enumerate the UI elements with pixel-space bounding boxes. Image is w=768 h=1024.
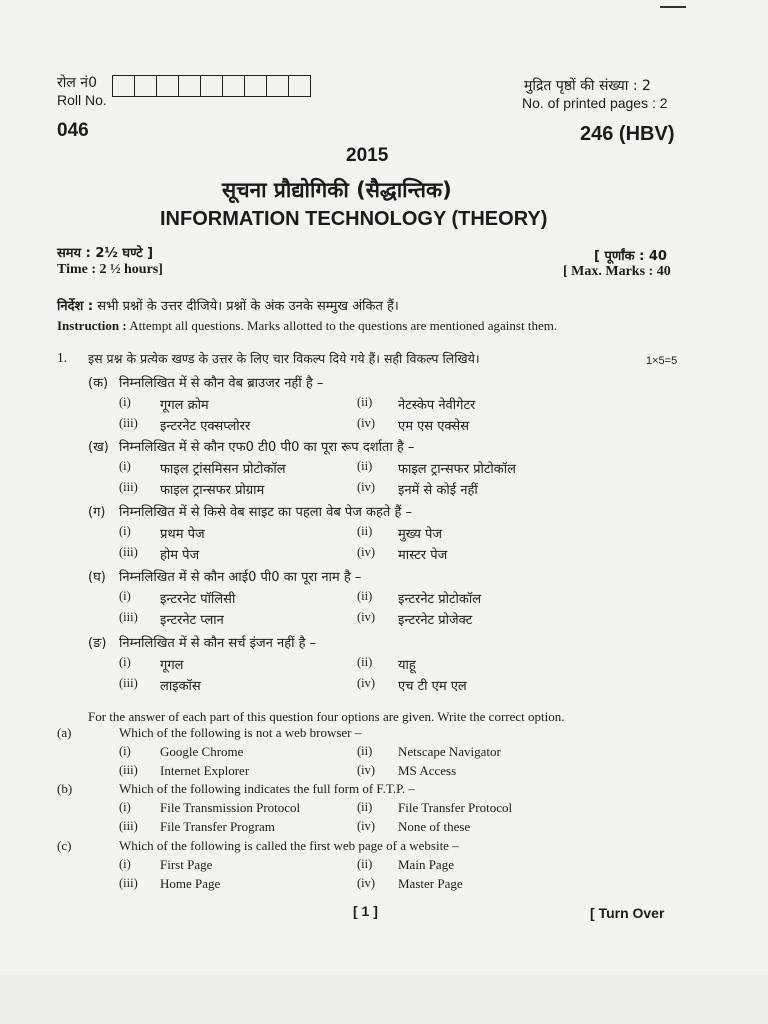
exam-year: 2015 [346,145,389,166]
printed-pages-hindi: मुद्रित पृष्ठों की संख्या : 2 [524,78,651,94]
option-text-hindi: एच टी एम एल [398,679,467,694]
part-label-english: (a) [57,725,72,740]
option-numeral: (i) [119,589,131,603]
option-text-hindi: फाइल ट्रान्सफर प्रोटोकॉल [398,462,516,477]
option-numeral: (iv) [357,545,376,559]
paper-code-left: 046 [57,120,89,141]
option-numeral: (iv) [357,819,376,833]
option-numeral: (ii) [357,800,373,814]
page-number: [ 1 ] [353,903,378,919]
option-numeral: (i) [119,524,131,538]
option-numeral: (ii) [357,655,373,669]
title-english: INFORMATION TECHNOLOGY (THEORY) [160,208,548,230]
option-numeral: (iii) [119,416,138,430]
option-text-english: None of these [398,819,471,834]
instruction-hindi-label: निर्देश : [57,299,94,314]
question-marks: 1×5=5 [646,355,678,367]
option-text-english: Google Chrome [160,744,244,759]
option-text-english: File Transfer Protocol [398,800,513,815]
option-numeral: (i) [119,655,131,669]
part-label-hindi: (ख) [88,440,109,455]
question-number: 1. [57,350,68,365]
part-question-hindi: निम्नलिखित में से कौन एफ0 टी0 पी0 का पूरा रूप दर्शाता है – [119,440,415,455]
option-numeral: (ii) [357,524,373,538]
part-label-hindi: (क) [88,376,109,391]
paper-code-right: 246 (HBV) [580,123,675,145]
option-numeral: (i) [119,395,131,409]
time-hindi: समय : 2½ घण्टे ] [57,246,154,261]
option-text-hindi: मास्टर पेज [398,548,448,563]
option-numeral: (ii) [357,857,373,871]
option-text-english: Master Page [398,876,463,891]
option-text-english: File Transfer Program [160,819,275,834]
part-label-english: (b) [57,781,73,796]
option-text-english: Main Page [398,857,454,872]
roll-number-boxes[interactable] [112,75,311,97]
option-text-english: MS Access [398,763,457,778]
option-text-english: Netscape Navigator [398,744,501,759]
option-numeral: (iii) [119,610,138,624]
option-numeral: (i) [119,459,131,473]
scan-mark [660,6,686,8]
option-numeral: (iv) [357,763,376,777]
part-question-hindi: निम्नलिखित में से कौन आई0 पी0 का पूरा नाम है – [119,570,362,585]
option-numeral: (iii) [119,819,138,833]
instruction-english-text: Attempt all questions. Marks allotted to the questions are mentioned against them. [129,318,558,333]
option-numeral: (iii) [119,676,138,690]
option-numeral: (iv) [357,610,376,624]
option-text-english: Internet Explorer [160,763,250,778]
part-question-english: Which of the following indicates the full form of F.T.P. – [119,781,415,796]
part-label-english: (c) [57,838,72,853]
question-intro-hindi: इस प्रश्न के प्रत्येक खण्ड के उत्तर के लिए चार विकल्प दिये गये हैं। सही विकल्प लिखिये। [88,351,480,366]
option-text-hindi: प्रथम पेज [160,527,205,542]
part-question-hindi: निम्नलिखित में से किसे वेब साइट का पहला वेब पेज कहते हैं – [119,505,413,520]
part-label-hindi: (ग) [88,505,106,520]
option-text-hindi: फाइल ट्रांसमिसन प्रोटोकॉल [160,462,286,477]
option-numeral: (iii) [119,876,138,890]
printed-pages-english: No. of printed pages : 2 [522,95,668,111]
question-intro-english: For the answer of each part of this question four options are given. Write the correct option. [88,709,565,724]
option-text-hindi: इनमें से कोई नहीं [398,483,478,498]
option-text-hindi: गूगल [160,658,184,673]
option-numeral: (iv) [357,480,376,494]
part-question-english: Which of the following is not a web browser – [119,725,362,740]
part-label-hindi: (ङ) [88,636,107,651]
option-text-hindi: मुख्य पेज [398,527,443,542]
marks-english: [ Max. Marks : 40 [563,264,671,279]
option-numeral: (ii) [357,744,373,758]
option-numeral: (iv) [357,676,376,690]
option-numeral: (i) [119,744,131,758]
option-text-hindi: इन्टरनेट प्लान [160,613,224,628]
option-text-hindi: नेटस्केप नेवीगेटर [398,398,476,413]
option-numeral: (i) [119,857,131,871]
option-text-english: First Page [160,857,213,872]
part-question-english: Which of the following is called the first web page of a website – [119,838,459,853]
instruction-hindi-text: सभी प्रश्नों के उत्तर दीजिये। प्रश्नों के अंक उनके सम्मुख अंकित हैं। [97,299,399,314]
part-question-hindi: निम्नलिखित में से कौन वेब ब्राउजर नहीं है – [119,376,324,391]
instruction-english-label: Instruction : [57,318,127,333]
time-english: Time : 2 ½ hours] [57,262,163,277]
part-question-hindi: निम्नलिखित में से कौन सर्च इंजन नहीं है – [119,636,317,651]
option-text-hindi: याहू [398,658,416,673]
option-numeral: (iv) [357,876,376,890]
roll-label-hindi: रोल नं0 [57,75,97,91]
option-numeral: (iii) [119,545,138,559]
turn-over-label: [ Turn Over [590,905,665,921]
option-text-hindi: गूगल क्रोम [160,398,209,413]
option-text-hindi: एम एस एक्सेस [398,419,469,434]
option-text-english: Home Page [160,876,221,891]
instruction-english [57,318,557,334]
option-numeral: (ii) [357,589,373,603]
marks-hindi: [ पूर्णांक : 40 [594,249,667,264]
option-numeral: (iii) [119,480,138,494]
option-text-english: File Transmission Protocol [160,800,301,815]
option-text-hindi: फाइल ट्रान्सफर प्रोग्राम [160,483,265,498]
instruction-hindi [57,296,399,314]
option-text-hindi: लाइकॉस [160,679,201,694]
option-numeral: (i) [119,800,131,814]
option-text-hindi: इन्टरनेट प्रोटोकॉल [398,592,482,607]
roll-label-english: Roll No. [57,92,107,108]
option-numeral: (iii) [119,763,138,777]
page-bottom-edge [0,975,768,1024]
title-hindi: सूचना प्रौद्योगिकी (सैद्धान्तिक) [222,178,452,202]
option-text-hindi: होम पेज [160,548,200,563]
option-text-hindi: इन्टरनेट एक्सप्लोरर [160,419,251,434]
option-numeral: (ii) [357,459,373,473]
option-text-hindi: इन्टरनेट प्रोजेक्ट [398,613,473,628]
option-numeral: (iv) [357,416,376,430]
part-label-hindi: (घ) [88,570,106,585]
option-text-hindi: इन्टरनेट पॉलिसी [160,592,236,607]
option-numeral: (ii) [357,395,373,409]
